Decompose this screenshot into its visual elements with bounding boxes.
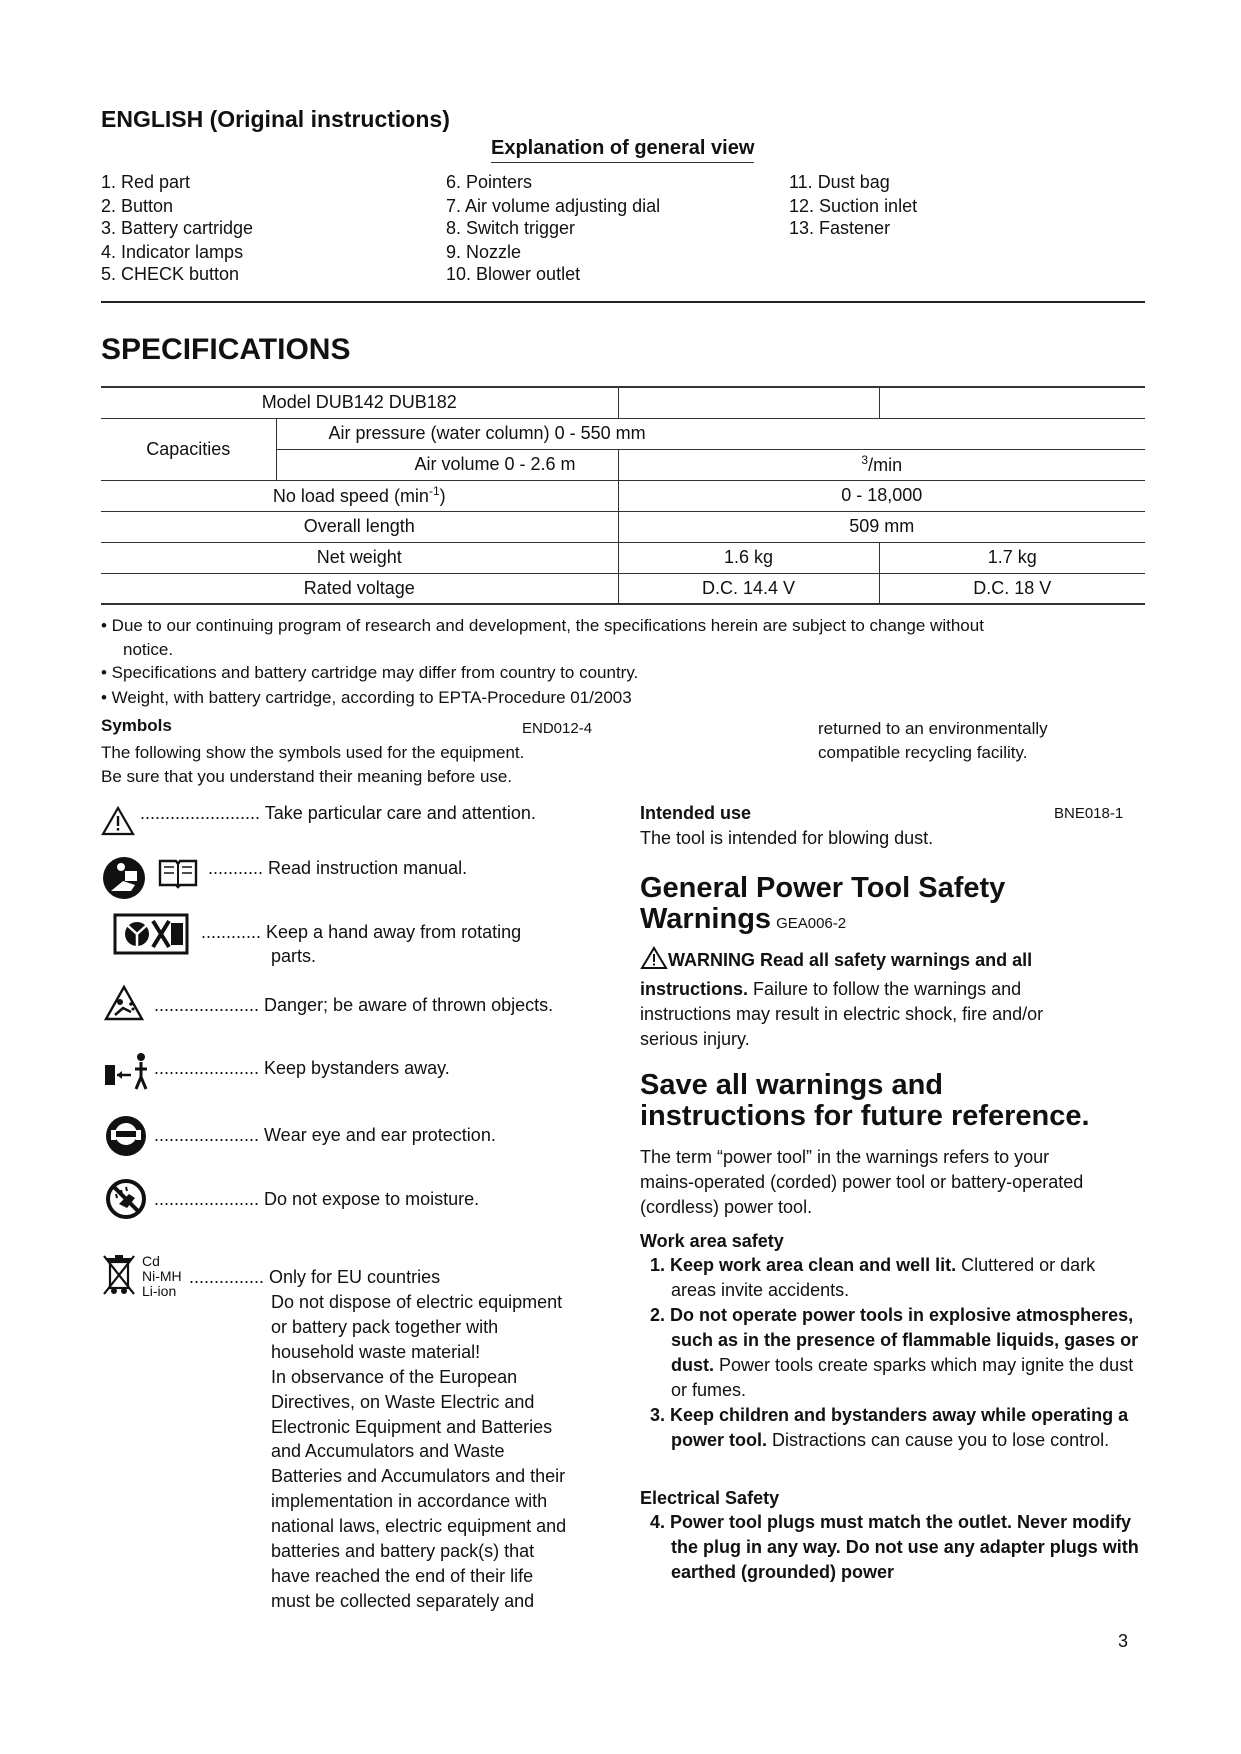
air-volume-unit: $^3$/min — [618, 449, 1145, 480]
term-line-1: The term “power tool” in the warnings refers to your — [640, 1147, 1050, 1167]
battery-labels — [142, 1254, 182, 1299]
spec-note-1: • Due to our continuing program of research and development, the specifications herein are subject to change without — [101, 616, 984, 635]
rated-voltage-label: Rated voltage — [101, 573, 618, 604]
eu-text-line: In observance of the European — [271, 1366, 518, 1387]
warning-rest-3: serious injury. — [640, 1029, 750, 1049]
symbol-rotating-text-cont: parts. — [271, 946, 317, 966]
list-item: 2. Button — [101, 196, 174, 216]
warning-bold-2: instructions. — [640, 979, 749, 999]
symbols-code: END012-4 — [522, 720, 593, 737]
eu-text-line: have reached the end of their life — [271, 1565, 534, 1586]
eu-text-line: Do not dispose of electric equipment — [271, 1292, 563, 1312]
symbol-bystanders-text: ..................... Keep bystanders away. — [154, 1058, 450, 1078]
symbol-moisture-text: ..................... Do not expose to moisture. — [154, 1189, 480, 1209]
eu-text-line: Electronic Equipment and Batteries — [271, 1416, 553, 1437]
rotating-parts-icon — [113, 913, 189, 960]
battery-label-cd: Cd — [142, 1253, 160, 1269]
table-row — [101, 418, 1145, 449]
net-weight-dub142: 1.6 kg — [618, 542, 879, 573]
list-item: 3. Battery cartridge — [101, 218, 254, 238]
symbol-thrown-text: ..................... Danger; be aware of thrown objects. — [154, 995, 554, 1015]
electrical-safety-title: Electrical Safety — [640, 1488, 780, 1508]
table-row — [101, 511, 1145, 542]
no-load-speed-value: 0 - 18,000 — [618, 480, 1145, 511]
eu-text-line: Batteries and Accumulators and their — [271, 1466, 566, 1487]
list-item: 10. Blower outlet — [446, 264, 581, 284]
list-item: 5. CHECK button — [101, 264, 240, 284]
warning-rest-1: Failure to follow the warnings and — [748, 979, 1022, 999]
warning-paragraph — [640, 946, 1140, 1052]
symbol-caution-text: ........................ Take particular care and attention. — [140, 803, 536, 823]
rated-voltage-dub182: D.C. 18 V — [879, 573, 1145, 604]
warning-triangle-icon — [640, 946, 668, 977]
eu-text-line: and Accumulators and Waste — [271, 1441, 505, 1462]
eu-text-line: household waste material! — [271, 1341, 481, 1362]
specifications-table — [101, 386, 1145, 605]
general-view-col-3 — [789, 171, 917, 240]
term-line-3: (cordless) power tool. — [640, 1197, 813, 1217]
symbols-title: Symbols — [101, 716, 172, 735]
eu-text-line: Directives, on Waste Electric and — [271, 1391, 535, 1412]
model-label: Model DUB142 DUB182 — [101, 387, 618, 418]
caution-triangle-icon — [101, 806, 135, 841]
gptsw-code: GEA006-2 — [776, 915, 847, 932]
language-title: ENGLISH (Original instructions) — [101, 106, 450, 132]
eu-text-cont-2: compatible recycling facility. — [818, 743, 1028, 762]
list-item: 1. Red part — [101, 172, 191, 192]
term-line-2: mains-operated (corded) power tool or battery-operated — [640, 1172, 1084, 1192]
net-weight-label: Net weight — [101, 542, 618, 573]
eu-text-line: must be collected separately and — [271, 1590, 535, 1611]
overall-length-label: Overall length — [101, 511, 618, 542]
symbol-eu-text: ............... Only for EU countries — [189, 1267, 441, 1287]
power-tool-term — [640, 1145, 1083, 1220]
general-view-col-2 — [446, 171, 660, 286]
overall-length-value: 509 mm — [618, 511, 1145, 542]
list-item: 2. Do not operate power tools in explosive atmospheres, such as in the presence of flammable liquids, gases or dust. Power tools create sparks which may ignite the dust or fumes. — [650, 1305, 1139, 1400]
table-row — [101, 480, 1145, 511]
book-icon — [158, 857, 198, 894]
page-number: 3 — [1118, 1631, 1129, 1651]
table-row — [101, 542, 1145, 573]
no-load-speed-label: No load speed $(\min^{-1})$ — [101, 480, 618, 511]
symbol-read-manual-text: ........... Read instruction manual. — [208, 858, 468, 878]
work-area-list — [640, 1253, 1140, 1453]
air-volume-label: Air volume 0 - 2.6 m — [276, 449, 618, 480]
symbols-intro-2: Be sure that you understand their meaning before use. — [101, 767, 513, 786]
eu-text-line: implementation in accordance with — [271, 1491, 548, 1512]
bystanders-icon — [103, 1051, 153, 1096]
electrical-list — [640, 1510, 1140, 1585]
battery-label-nimh: Ni-MH — [142, 1268, 182, 1284]
symbol-rotating-text: ............ Keep a hand away from rotating — [201, 922, 522, 942]
read-manual-icon — [101, 855, 147, 906]
list-item: 12. Suction inlet — [789, 196, 918, 216]
list-item: 8. Switch trigger — [446, 218, 576, 238]
table-cell — [879, 387, 1145, 418]
list-item: 9. Nozzle — [446, 242, 522, 262]
eye-ear-protection-icon — [104, 1114, 148, 1163]
list-item: 3. Keep children and bystanders away while operating a power tool. Distractions can cause you to lose control. — [650, 1405, 1129, 1450]
eu-text-line: batteries and battery pack(s) that — [271, 1541, 535, 1562]
list-item: 1. Keep work area clean and well lit. Cluttered or dark areas invite accidents. — [650, 1255, 1096, 1300]
eu-disposal-text — [271, 1290, 566, 1614]
divider — [101, 301, 1145, 303]
intended-use-code: BNE018-1 — [1054, 805, 1124, 822]
specifications-title: SPECIFICATIONS — [101, 333, 351, 366]
no-moisture-icon — [105, 1178, 147, 1225]
gptsw-title-line-2 — [640, 904, 846, 935]
general-view-title: Explanation of general view — [491, 137, 754, 163]
list-item: 11. Dust bag — [789, 172, 890, 192]
spec-note-2: • Specifications and battery cartridge may differ from country to country. — [101, 663, 639, 682]
list-item: 4. Power tool plugs must match the outlet. Never modify the plug in any way. Do not use any adapter plugs with earthed (grounded) power — [650, 1512, 1139, 1582]
warning-bold-1: WARNING Read all safety warnings and all — [668, 950, 1033, 970]
table-row — [101, 387, 1145, 418]
warning-rest-2: instructions may result in electric shock, fire and/or — [640, 1004, 1044, 1024]
crossed-bin-icon — [101, 1252, 137, 1303]
list-item: 13. Fastener — [789, 218, 891, 238]
eu-text-line: or battery pack together with — [271, 1316, 499, 1337]
battery-label-liion: Li-ion — [142, 1283, 177, 1299]
work-area-title: Work area safety — [640, 1231, 784, 1251]
list-item: 7. Air volume adjusting dial — [446, 196, 661, 216]
intended-use-text: The tool is intended for blowing dust. — [640, 828, 934, 848]
save-warnings-line-1: Save all warnings and — [640, 1069, 943, 1101]
table-row — [101, 573, 1145, 604]
list-item: 6. Pointers — [446, 172, 533, 192]
spec-note-3: • Weight, with battery cartridge, according to EPTA-Procedure 01/2003 — [101, 688, 632, 707]
gptsw-title-warnings: Warnings — [640, 903, 772, 935]
net-weight-dub182: 1.7 kg — [879, 542, 1145, 573]
intended-use-title: Intended use — [640, 803, 752, 823]
eu-text-cont-1: returned to an environmentally — [818, 719, 1048, 738]
gptsw-title-line-1: General Power Tool Safety — [640, 872, 1006, 904]
rated-voltage-dub142: D.C. 14.4 V — [618, 573, 879, 604]
thrown-objects-icon — [103, 984, 145, 1027]
table-cell — [618, 387, 879, 418]
save-warnings-line-2: instructions for future reference. — [640, 1100, 1090, 1132]
capacities-label: Capacities — [101, 418, 276, 480]
symbols-intro-1: The following show the symbols used for the equipment. — [101, 743, 525, 762]
air-pressure-label: Air pressure (water column) 0 - 550 mm — [276, 418, 1145, 449]
general-view-col-1 — [101, 171, 253, 286]
eu-text-line: national laws, electric equipment and — [271, 1516, 567, 1537]
list-item: 4. Indicator lamps — [101, 242, 244, 262]
symbol-protection-text: ..................... Wear eye and ear protection. — [154, 1125, 496, 1145]
spec-note-1-cont: notice. — [123, 640, 174, 659]
